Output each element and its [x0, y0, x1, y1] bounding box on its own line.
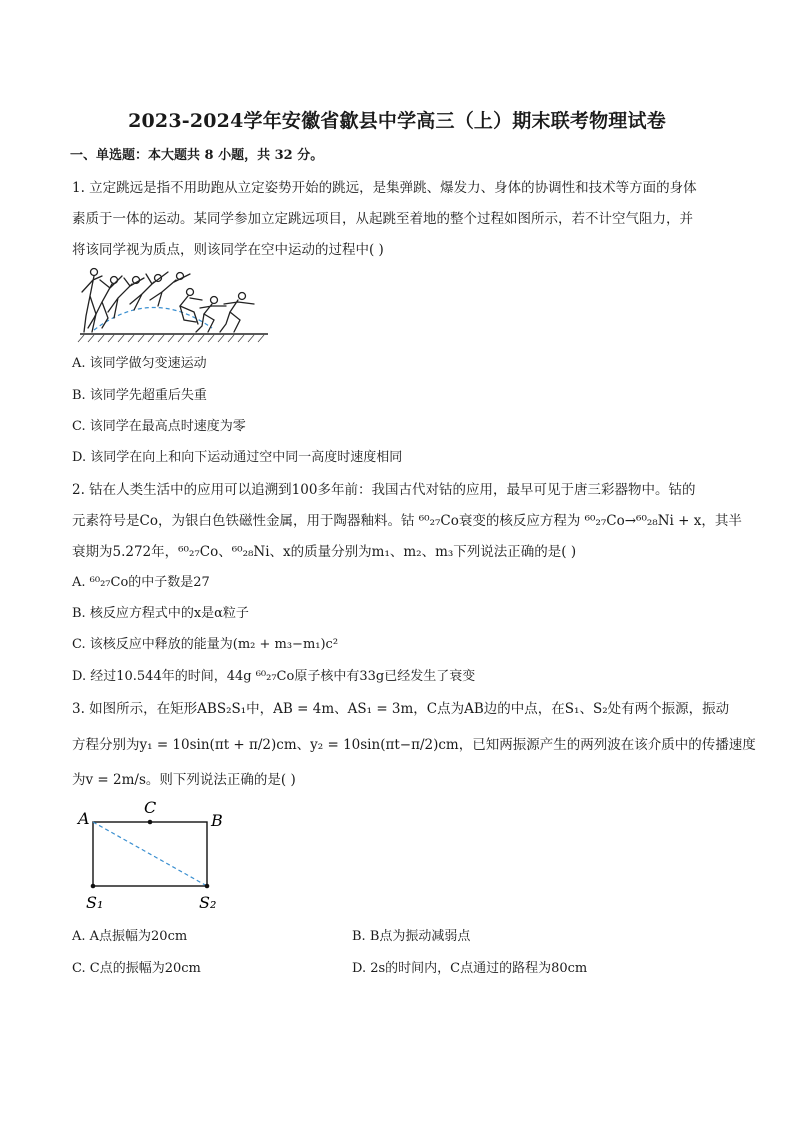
point-s1	[91, 884, 96, 889]
rectangle-figure	[72, 796, 242, 914]
q1-line-1: 1. 立定跳远是指不用助跑从立定姿势开始的跳远，是集弹跳、爆发力、身体的协调性和技术等方面的身体	[72, 180, 697, 196]
q3-option-d: D. 2s的时间内，C点通过的路程为80cm	[352, 961, 588, 976]
label-c: C	[144, 798, 157, 817]
q2-option-b: B. 核反应方程式中的x是α粒子	[72, 606, 249, 621]
q1-option-d: D. 该同学在向上和向下运动通过空中同一高度时速度相同	[72, 450, 403, 465]
long-jump-figure	[72, 266, 272, 346]
q1-line-3: 将该同学视为质点，则该同学在空中运动的过程中( )	[72, 242, 384, 258]
q1-option-b: B. 该同学先超重后失重	[72, 388, 207, 403]
q2-option-c: C. 该核反应中释放的能量为(m₂ + m₃−m₁)c²	[72, 637, 339, 652]
q2-line-2: 元素符号是Co，为银白色铁磁性金属，用于陶器釉料。钴 ⁶⁰₂₇Co衰变的核反应方程为 ⁶⁰₂₇Co→⁶⁰₂₈Ni + x，其半	[72, 513, 742, 529]
q3-line-1: 3. 如图所示，在矩形ABS₂S₁中，AB = 4m、AS₁ = 3m，C点为AB边的中点，在S₁、S₂处有两个振源，振动	[72, 701, 730, 717]
q3-line-3: 为v = 2m/s。则下列说法正确的是( )	[72, 772, 296, 788]
q1-line-2: 素质于一体的运动。某同学参加立定跳远项目，从起跳至着地的整个过程如图所示，若不计空气阻力，并	[72, 211, 693, 227]
label-s1: S₁	[86, 893, 104, 912]
q2-line-1: 2. 钴在人类生活中的应用可以追溯到100多年前：我国古代对钴的应用，最早可见于唐三彩器物中。钴的	[72, 482, 696, 498]
q3-option-c: C. C点的振幅为20cm	[72, 961, 201, 976]
q2-line-3: 衰期为5.272年，⁶⁰₂₇Co、⁶⁰₂₈Ni、x的质量分别为m₁、m₂、m₃下列说法正确的是( )	[72, 544, 577, 560]
q1-option-c: C. 该同学在最高点时速度为零	[72, 419, 246, 434]
point-c	[148, 820, 153, 825]
q2-option-a: A. ⁶⁰₂₇Co的中子数是27	[72, 575, 210, 590]
label-b: B	[211, 811, 223, 830]
page-title: 2023-2024学年安徽省歙县中学高三（上）期末联考物理试卷	[128, 110, 666, 132]
diagonal-a-s2	[93, 822, 207, 886]
q3-line-2: 方程分别为y₁ = 10sin(πt + π/2)cm、y₂ = 10sin(πt−π/2)cm，已知两振源产生的两列波在该介质中的传播速度	[72, 737, 756, 753]
q3-option-a: A. A点振幅为20cm	[72, 929, 188, 944]
q3-option-b: B. B点为振动减弱点	[352, 929, 471, 944]
point-s2	[205, 884, 210, 889]
q2-option-d: D. 经过10.544年的时间，44g ⁶⁰₂₇Co原子核中有33g已经发生了衰变	[72, 669, 476, 684]
label-a: A	[78, 809, 90, 828]
q1-option-a: A. 该同学做匀变速运动	[72, 356, 207, 371]
label-s2: S₂	[199, 893, 217, 912]
section-heading: 一、单选题：本大题共 8 小题，共 32 分。	[70, 148, 324, 163]
